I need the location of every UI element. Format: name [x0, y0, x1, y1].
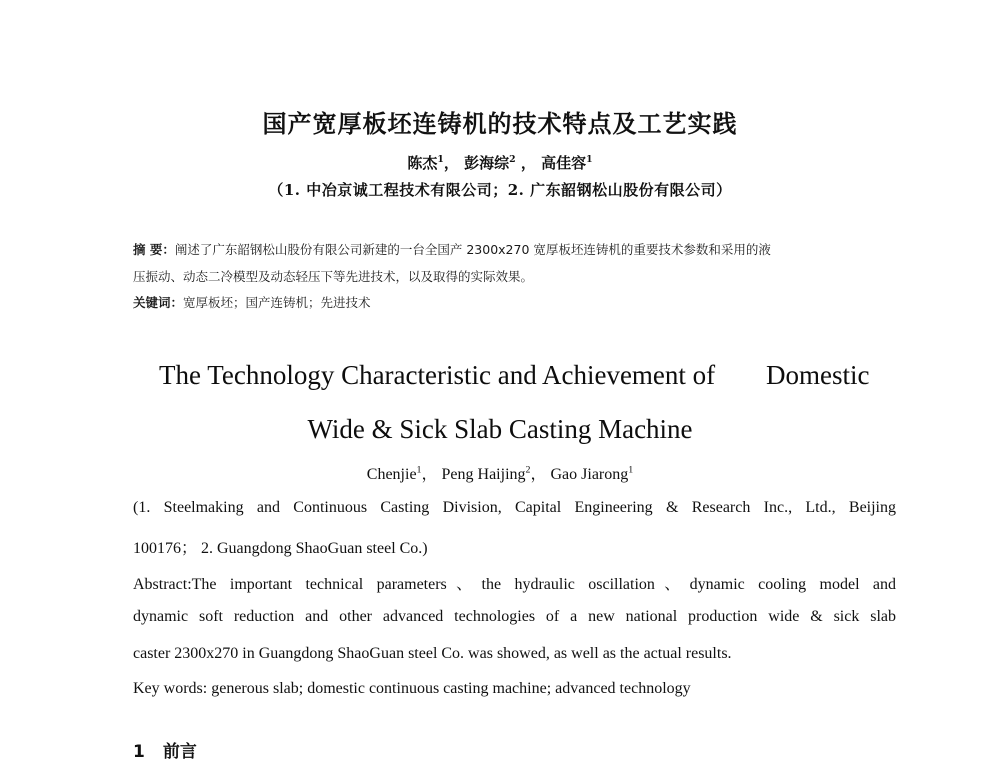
- author-separator: ，: [421, 466, 438, 483]
- author-affiliation-mark: 2: [509, 154, 516, 165]
- author-separator: ，: [520, 154, 536, 172]
- author-affiliation-mark: 1: [586, 154, 593, 165]
- author-affiliation-mark: 1: [437, 154, 444, 165]
- chinese-abstract-text: 阐述了广东韶钢松山股份有限公司新建的一台全国产 2300x270 宽厚板坯连铸机的重要技术参数和采用的液: [174, 242, 771, 257]
- author-name: 彭海综: [464, 154, 510, 172]
- english-abstract-line: Abstract:The important technical parameters、the hydraulic oscillation、dynamic cooling model and: [133, 576, 896, 593]
- author-affiliation-mark: 2: [525, 464, 531, 476]
- english-keywords: Key words: generous slab; domestic continuous casting machine; advanced technology: [133, 680, 691, 697]
- english-affiliation-line: (1. Steelmaking and Continuous Casting Division, Capital Engineering & Research Inc., Ltd., Beijing: [133, 499, 896, 516]
- english-title-line1-end: Domestic: [766, 360, 870, 390]
- chinese-keywords-text: 宽厚板坯；国产连铸机；先进技术: [183, 295, 371, 310]
- author-name: 高佳容: [541, 154, 587, 172]
- section-heading: [133, 737, 197, 762]
- chinese-abstract-line: 压振动、动态二冷模型及动态轻压下等先进技术，以及取得的实际效果。: [133, 269, 534, 284]
- author-name: Gao Jiarong: [550, 466, 629, 483]
- chinese-keywords-label: 关键词：: [133, 295, 184, 310]
- chinese-authors: [0, 152, 1000, 173]
- author-separator: ，: [443, 154, 459, 172]
- author-name: 陈杰: [407, 154, 438, 172]
- chinese-affiliation: （1. 中冶京诚工程技术有限公司；2. 广东韶钢松山股份有限公司）: [268, 181, 732, 199]
- english-authors: [0, 461, 1000, 484]
- author-affiliation-mark: 1: [628, 464, 634, 476]
- author-affiliation-mark: 1: [416, 464, 422, 476]
- chinese-abstract-line: [133, 240, 771, 258]
- author-name: Chenjie: [366, 466, 417, 483]
- section-number: 1: [133, 742, 145, 762]
- chinese-abstract-label: 摘 要：: [133, 242, 175, 257]
- chinese-title: 国产宽厚板坯连铸机的技术特点及工艺实践: [262, 110, 738, 138]
- english-affiliation-line: 100176； 2. Guangdong ShaoGuan steel Co.): [133, 540, 428, 557]
- chinese-keywords: [133, 293, 371, 311]
- english-abstract-line: dynamic soft reduction and other advanced technologies of a new national production wide & sick slab: [133, 608, 896, 625]
- author-separator: ，: [530, 466, 547, 483]
- author-name: Peng Haijing: [441, 466, 526, 483]
- english-title-line2: Wide & Sick Slab Casting Machine: [307, 414, 693, 444]
- english-title-line1: The Technology Characteristic and Achievement of: [159, 360, 716, 390]
- english-abstract-line: caster 2300x270 in Guangdong ShaoGuan steel Co. was showed, as well as the actual results.: [133, 645, 732, 662]
- section-title: 前言: [162, 742, 197, 762]
